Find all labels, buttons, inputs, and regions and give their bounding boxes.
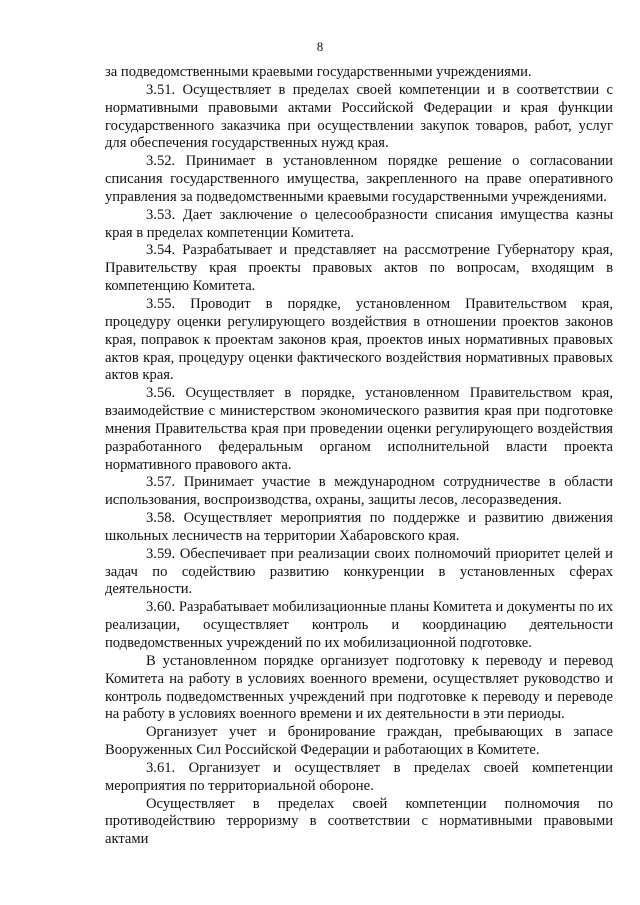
paragraph-3-61-terrorism: Осуществляет в пределах своей компетенции полномочия по противодействию терроризму в соответствии с нормативными правовыми актами	[105, 795, 613, 848]
paragraph-3-53: 3.53. Дает заключение о целесообразности списания имущества казны края в пределах компетенции Комитета.	[105, 206, 613, 241]
paragraph-3-57: 3.57. Принимает участие в международном сотрудничестве в области использования, воспроизводства, охраны, защиты лесов, лесоразведения.	[105, 474, 613, 509]
paragraph-3-60-wartime: В установленном порядке организует подготовку к переводу и перевод Комитета на работу в условиях военного времени, осуществляет руководство и контроль подведомственных учреждений при подготовке к переводу и переводе на работу в условиях военного времени и их деятельности в эти периоды.	[105, 652, 613, 723]
paragraph-3-60-reserve: Организует учет и бронирование граждан, пребывающих в запасе Вооруженных Сил Российской Федерации и работающих в Комитете.	[105, 724, 613, 759]
page-number: 8	[316, 39, 324, 54]
paragraph-3-56: 3.56. Осуществляет в порядке, установленном Правительством края, взаимодействие с министерством экономического развития края при подготовке мнения Правительства края при проведении оценки регулирующего воздействия разработанного федеральным органом исполнительной власти проекта нормативного правового акта.	[105, 385, 613, 473]
paragraph-3-61: 3.61. Организует и осуществляет в пределах своей компетенции мероприятия по территориальной обороне.	[105, 759, 613, 794]
paragraph-3-51: 3.51. Осуществляет в пределах своей компетенции и в соответствии с нормативными правовыми актами Российской Федерации и края функции государственного заказчика при осуществлении закупок товаров, работ, услуг для обеспечения государственных нужд края.	[105, 81, 613, 152]
paragraph-3-54: 3.54. Разрабатывает и представляет на рассмотрение Губернатору края, Правительству края проекты правовых актов по вопросам, входящим в компетенцию Комитета.	[105, 242, 613, 295]
paragraph-3-55: 3.55. Проводит в порядке, установленном Правительством края, процедуру оценки регулирующего воздействия в отношении проектов законов края, поправок к проектам законов края, проектов иных нормативных правовых актов края, процедуру оценки фактического воздействия нормативных правовых актов края.	[105, 295, 613, 384]
document-body	[105, 64, 613, 849]
paragraph-3-60: 3.60. Разрабатывает мобилизационные планы Комитета и документы по их реализации, осуществляет контроль и координацию деятельности подведомственных учреждений по их мобилизационной подготовке.	[105, 599, 613, 651]
paragraph-continuation: за подведомственными краевыми государственными учреждениями.	[105, 64, 532, 80]
paragraph-3-52: 3.52. Принимает в установленном порядке решение о согласовании списания государственного имущества, закрепленного на праве оперативного управления за подведомственными краевыми государственными учреждениями.	[105, 153, 613, 205]
paragraph-3-58: 3.58. Осуществляет мероприятия по поддержке и развитию движения школьных лесничеств на территории Хабаровского края.	[105, 510, 613, 544]
paragraph-3-59: 3.59. Обеспечивает при реализации своих полномочий приоритет целей и задач по содействию развитию конкуренции в установленных сферах деятельности.	[105, 545, 613, 598]
